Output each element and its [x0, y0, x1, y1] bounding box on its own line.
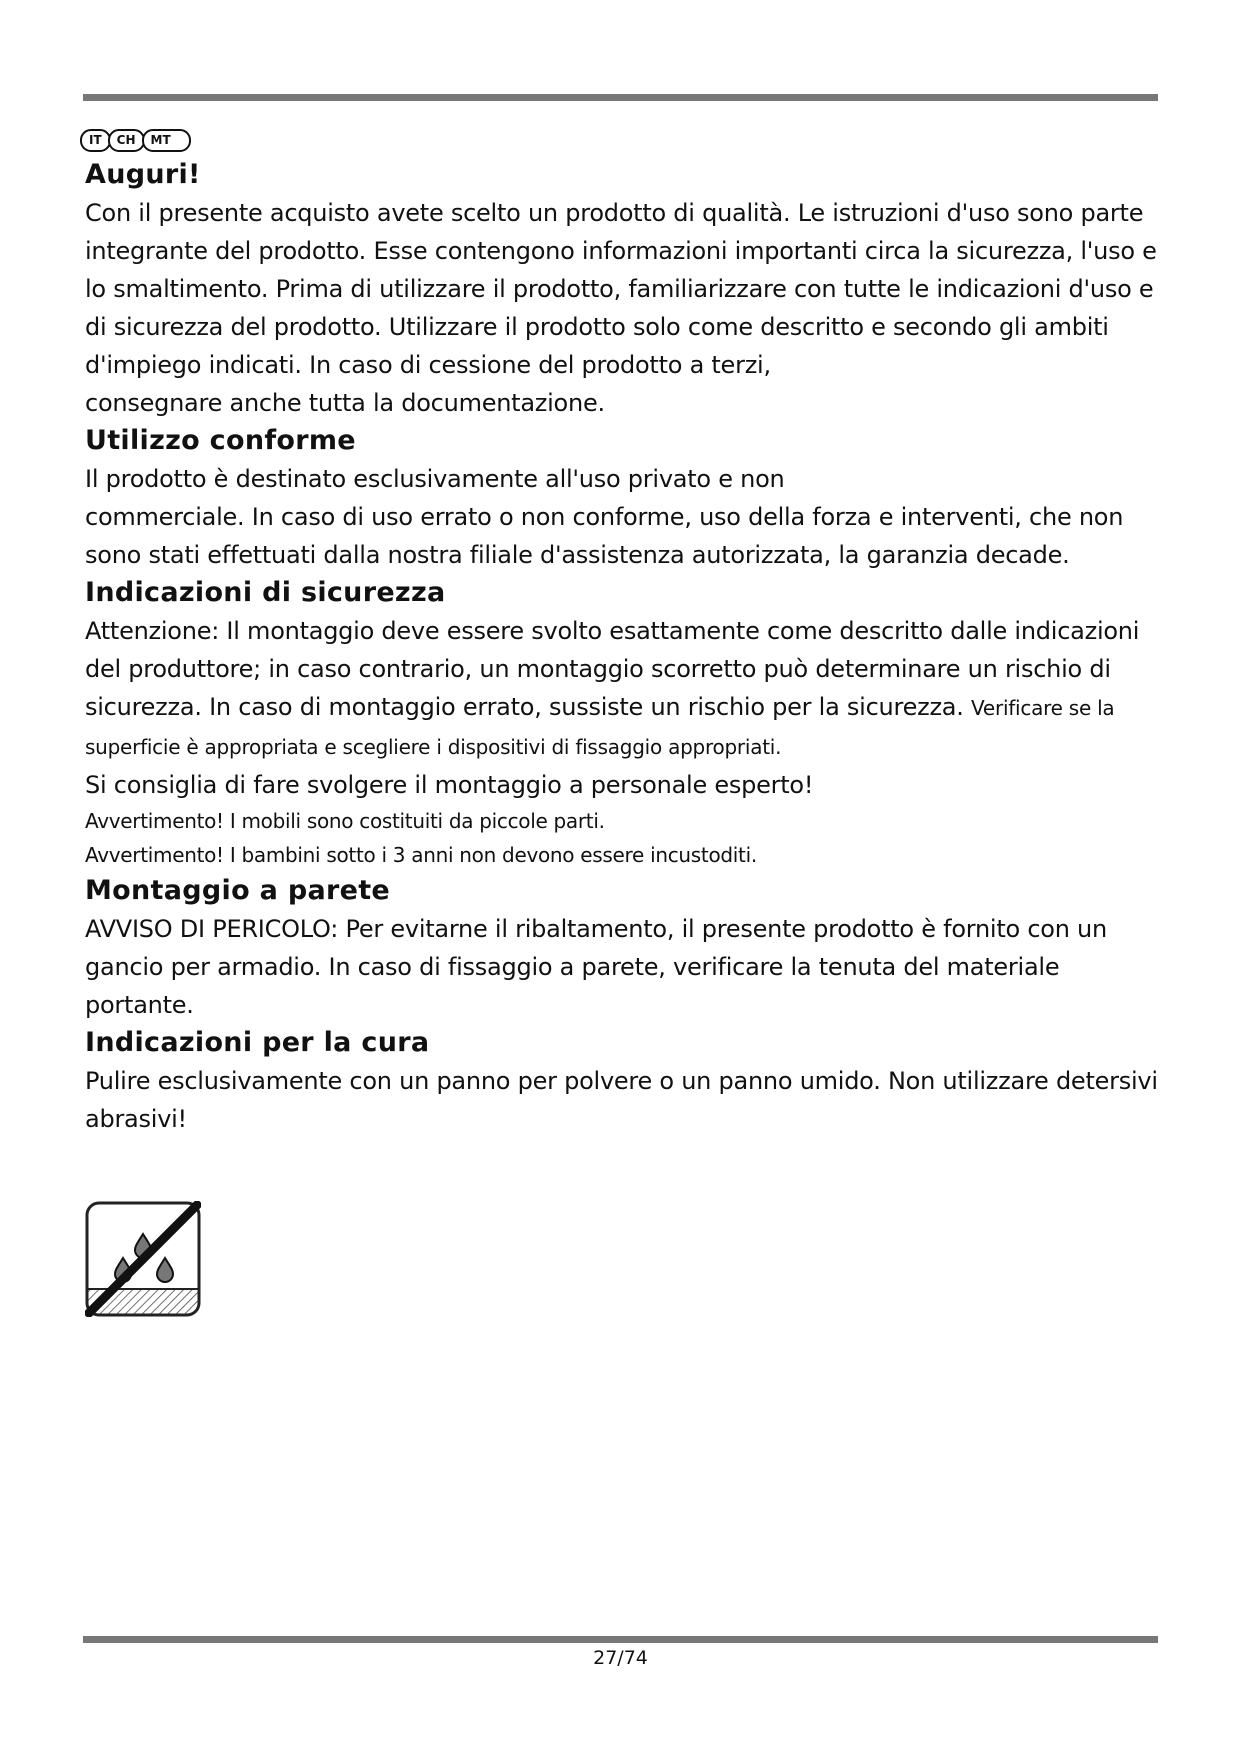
paragraph-wall-mounting: AVVISO DI PERICOLO: Per evitarne il ribaltamento, il presente prodotto è fornito con un gancio per armadio. In caso di fissaggio a parete, verificare la tenuta del materiale portante.: [85, 915, 1107, 1019]
paragraph-intro: Con il presente acquisto avete scelto un prodotto di qualità. Le istruzioni d'uso sono parte integrante del prodotto. Esse contengono informazioni importanti circa la sicurezza, l'uso e lo smaltimento. Prima di utilizzare il prodotto, familiarizzare con tutte le indicazioni d'uso e di sicurezza del prodotto. Utilizzare il prodotto solo come descritto e secondo gli ambiti d'impiego indicati. In caso di cessione del prodotto a terzi,: [85, 199, 1157, 379]
paragraph-warranty: commerciale. In caso di uso errato o non conforme, uso della forza e interventi, che non sono stati effettuati dalla nostra filiale d'assistenza autorizzata, la garanzia decade.: [85, 503, 1124, 569]
country-badge-mt: MT: [142, 129, 191, 152]
paragraph-attention: [85, 612, 1160, 766]
paragraph-warning-children: Avvertimento! I bambini sotto i 3 anni non devono essere incustoditi.: [85, 843, 757, 867]
bottom-rule: [83, 1636, 1158, 1643]
heading-auguri: Auguri!: [85, 159, 201, 190]
paragraph-expert-assembly: Si consiglia di fare svolgere il montaggio a personale esperto!: [85, 771, 814, 799]
top-rule: [83, 94, 1158, 101]
page-number: 27/74: [593, 1647, 648, 1669]
text-verify-surface: Verificare se la superficie è appropriata e scegliere i dispositivi di fissaggio appropriati.: [85, 696, 1115, 759]
heading-indicazioni-cura: Indicazioni per la cura: [85, 1027, 430, 1058]
country-badge-ch: CH: [108, 129, 145, 152]
paragraph-private-use: Il prodotto è destinato esclusivamente all'uso privato e non: [85, 465, 785, 493]
paragraph-warning-small-parts: Avvertimento! I mobili sono costituiti da piccole parti.: [85, 809, 605, 833]
heading-indicazioni-sicurezza: Indicazioni di sicurezza: [85, 577, 446, 608]
paragraph-care: Pulire esclusivamente con un panno per polvere o un panno umido. Non utilizzare detersivi abrasivi!: [85, 1067, 1158, 1133]
country-badge-it: IT: [80, 129, 111, 152]
heading-utilizzo-conforme: Utilizzo conforme: [85, 425, 356, 456]
document-body: [85, 156, 1160, 1138]
no-water-cleaning-icon: [85, 1201, 201, 1317]
paragraph-documentation: consegnare anche tutta la documentazione.: [85, 389, 605, 417]
text-attention: Attenzione: Il montaggio deve essere svolto esattamente come descritto dalle indicazioni del produttore; in caso contrario, un montaggio scorretto può determinare un rischio di sicurezza. In caso di montaggio errato, sussiste un rischio per la sicurezza.: [85, 617, 1140, 721]
heading-montaggio-parete: Montaggio a parete: [85, 875, 391, 906]
country-badges: [80, 129, 188, 151]
